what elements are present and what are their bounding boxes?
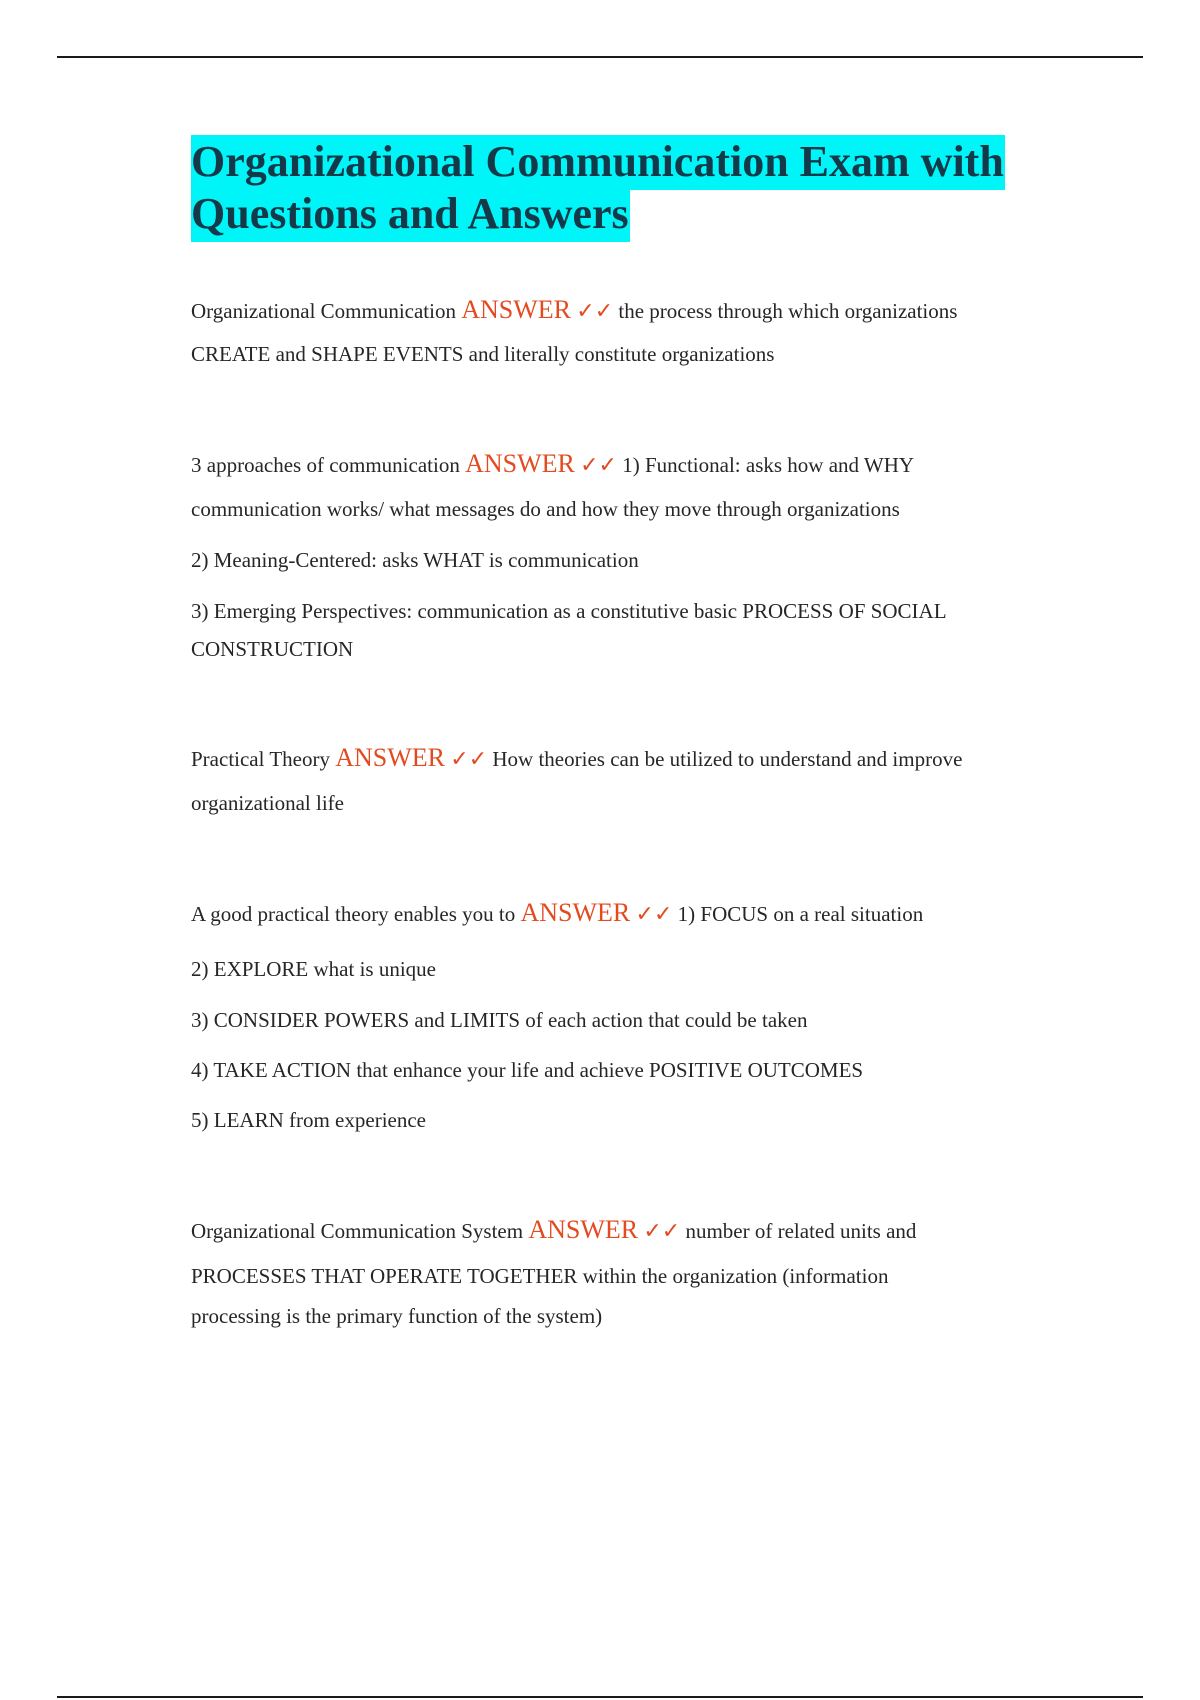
answer-text: CREATE and SHAPE EVENTS and literally constitute organizations	[191, 342, 775, 366]
answer-text: 5) LEARN from experience	[191, 1108, 426, 1132]
question-term: Organizational Communication	[191, 299, 456, 323]
question-term: Organizational Communication System	[191, 1219, 524, 1243]
answer-text: the process through which organizations	[618, 299, 958, 323]
answer-text: communication works/ what messages do and how they move through organizations	[191, 497, 900, 521]
qa-entry	[191, 1215, 1041, 1328]
double-check-icon: ✓✓	[643, 1219, 681, 1244]
answer-text: organizational life	[191, 791, 344, 815]
qa-line	[191, 1216, 1041, 1246]
answer-text: 1) Functional: asks how and WHY	[622, 453, 915, 477]
title-line-2: Questions and Answers	[191, 187, 630, 242]
double-check-icon: ✓✓	[450, 747, 488, 772]
answer-text: 2) Meaning-Centered: asks WHAT is communication	[191, 548, 639, 572]
answer-text: CONSTRUCTION	[191, 637, 354, 661]
answer-text: 3) Emerging Perspectives: communication as a constitutive basic PROCESS OF SOCIAL	[191, 599, 947, 623]
bottom-rule	[57, 1696, 1143, 1698]
answer-text: processing is the primary function of the system)	[191, 1304, 603, 1328]
qa-entry	[191, 898, 1041, 1132]
top-rule	[57, 56, 1143, 58]
question-term: A good practical theory enables you to	[191, 902, 516, 926]
title-line-1: Organizational Communication Exam with	[191, 135, 1005, 190]
answer-label: ANSWER	[465, 449, 575, 478]
answer-text: 2) EXPLORE what is unique	[191, 957, 436, 981]
document-body	[191, 136, 1041, 1328]
question-term: 3 approaches of communication	[191, 453, 460, 477]
answer-label: ANSWER	[461, 295, 572, 324]
double-check-icon: ✓✓	[580, 453, 617, 478]
double-check-icon: ✓✓	[576, 299, 614, 324]
double-check-icon: ✓✓	[635, 902, 673, 927]
qa-line	[191, 450, 1041, 480]
qa-entry	[191, 449, 1041, 661]
answer-label: ANSWER	[335, 743, 446, 772]
answer-text: PROCESSES THAT OPERATE TOGETHER within the organization (information	[191, 1264, 889, 1288]
qa-line	[191, 744, 1041, 774]
qa-line	[191, 899, 1041, 929]
answer-text: 1) FOCUS on a real situation	[677, 902, 924, 926]
qa-entry	[191, 295, 1041, 366]
answer-text: number of related units and	[685, 1219, 917, 1243]
question-term: Practical Theory	[191, 747, 330, 771]
answer-label: ANSWER	[528, 1215, 639, 1244]
answer-text: 3) CONSIDER POWERS and LIMITS of each action that could be taken	[191, 1008, 808, 1032]
answer-text: How theories can be utilized to understand and improve	[492, 747, 963, 771]
qa-entry	[191, 743, 1041, 815]
document-title	[191, 136, 1041, 240]
answer-text: 4) TAKE ACTION that enhance your life and achieve POSITIVE OUTCOMES	[191, 1058, 864, 1082]
answer-label: ANSWER	[520, 898, 631, 927]
qa-line	[191, 296, 1041, 324]
